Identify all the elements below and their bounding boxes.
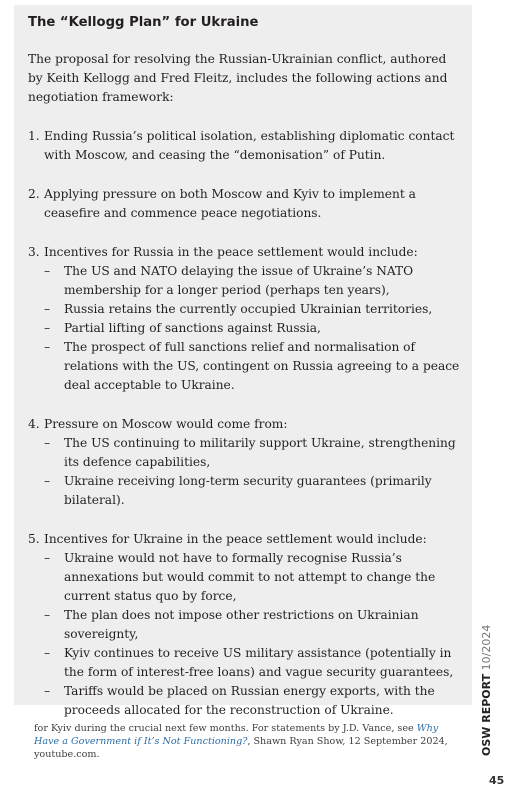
plan-subitem — [44, 319, 460, 338]
plan-point — [28, 185, 460, 223]
plan-subitem — [44, 644, 460, 682]
plan-subitem-text: The US continuing to militarily support Ukraine, strengthening its defence capabilities, — [64, 436, 456, 469]
plan-subitems — [28, 434, 460, 510]
plan-point — [28, 530, 460, 720]
plan-point-head — [28, 185, 460, 223]
plan-subitem-text: The plan does not impose other restrictions on Ukrainian sovereignty, — [64, 608, 419, 641]
plan-subitem-text: The prospect of full sanctions relief and normalisation of relations with the US, contingent on Russia agreeing to a peace deal acceptable to Ukraine. — [64, 340, 460, 392]
plan-subitem-text: Kyiv continues to receive US military assistance (potentially in the form of interest-free loans) and vague security guarantees, — [64, 646, 454, 679]
dash-bullet-icon: – — [44, 551, 51, 565]
footnote — [34, 722, 466, 761]
page-number: 45 — [489, 774, 505, 787]
plan-subitems — [28, 262, 460, 395]
report-issue: 10/2024 — [480, 624, 493, 671]
plan-point-text: Applying pressure on both Moscow and Kyiv to implement a ceasefire and commence peace negotiations. — [44, 187, 416, 220]
dash-bullet-icon: – — [44, 302, 51, 316]
plan-subitem — [44, 549, 460, 606]
box-intro: The proposal for resolving the Russian-Ukrainian conflict, authored by Keith Kellogg and Fred Fleitz, includes the following actions and negotiation framework: — [28, 52, 448, 104]
plan-subitem-text: Tariffs would be placed on Russian energy exports, with the proceeds allocated for the reconstruction of Ukraine. — [64, 684, 435, 717]
plan-point-number: 4. — [28, 417, 40, 431]
plan-subitem — [44, 606, 460, 644]
plan-subitems — [28, 549, 460, 720]
plan-point-text: Pressure on Moscow would come from: — [44, 417, 288, 431]
dash-bullet-icon: – — [44, 264, 51, 278]
plan-subitem-text: Russia retains the currently occupied Ukrainian territories, — [64, 302, 433, 316]
plan-subitem — [44, 300, 460, 319]
plan-subitem-text: Ukraine receiving long-term security guarantees (primarily bilateral). — [64, 474, 432, 507]
plan-point-number: 1. — [28, 129, 40, 143]
dash-bullet-icon: – — [44, 340, 51, 354]
plan-point-text: Incentives for Ukraine in the peace settlement would include: — [44, 532, 427, 546]
plan-point-number: 3. — [28, 245, 40, 259]
report-sidebar-label — [480, 625, 493, 756]
plan-point-head — [28, 530, 460, 549]
dash-bullet-icon: – — [44, 608, 51, 622]
box-title: The “Kellogg Plan” for Ukraine — [28, 15, 259, 30]
plan-subitem-text: The US and NATO delaying the issue of Ukraine’s NATO membership for a longer period (perhaps ten years), — [64, 264, 414, 297]
plan-subitem — [44, 338, 460, 395]
plan-points-list — [28, 127, 460, 720]
dash-bullet-icon: – — [44, 684, 51, 698]
footnote-text-after: , Shawn Ryan Show, 12 September 2024, youtube.com. — [34, 736, 448, 760]
footnote-text-before: for Kyiv during the crucial next few months. For statements by J.D. Vance, see — [34, 723, 417, 734]
plan-subitem — [44, 682, 460, 720]
plan-point — [28, 243, 460, 395]
dash-bullet-icon: – — [44, 474, 51, 488]
report-brand: OSW REPORT — [480, 673, 493, 756]
plan-point-head — [28, 243, 460, 262]
kellogg-plan-box — [14, 5, 472, 717]
plan-subitem — [44, 472, 460, 510]
plan-point-head — [28, 127, 460, 165]
dash-bullet-icon: – — [44, 646, 51, 660]
plan-subitem — [44, 434, 460, 472]
plan-point-text: Ending Russia’s political isolation, establishing diplomatic contact with Moscow, and ceasing the “demonisation” of Putin. — [44, 129, 455, 162]
plan-subitem-text: Ukraine would not have to formally recognise Russia’s annexations but would commit to not attempt to change the current status quo by force, — [64, 551, 436, 603]
plan-point — [28, 127, 460, 165]
plan-subitem-text: Partial lifting of sanctions against Russia, — [64, 321, 321, 335]
plan-point-number: 2. — [28, 187, 40, 201]
plan-point-head — [28, 415, 460, 434]
footnote-link[interactable]: Why Have a Government if It’s Not Functioning? — [34, 723, 439, 747]
dash-bullet-icon: – — [44, 436, 51, 450]
dash-bullet-icon: – — [44, 321, 51, 335]
plan-point-number: 5. — [28, 532, 40, 546]
plan-point — [28, 415, 460, 510]
plan-subitem — [44, 262, 460, 300]
plan-point-text: Incentives for Russia in the peace settlement would include: — [44, 245, 418, 259]
